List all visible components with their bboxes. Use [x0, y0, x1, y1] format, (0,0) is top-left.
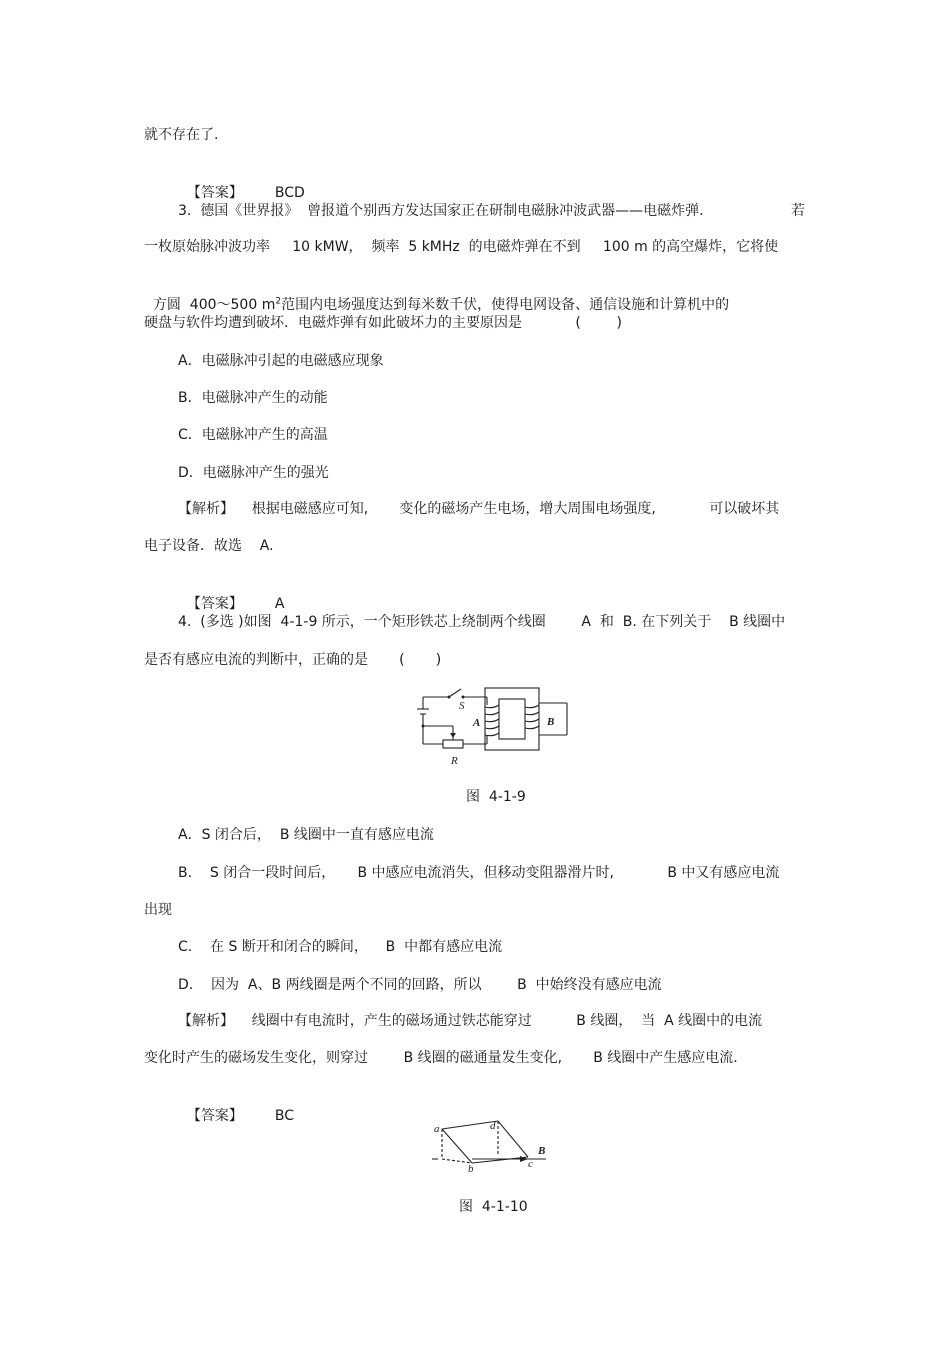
label-R: R — [451, 755, 458, 767]
answer-line — [178, 574, 284, 614]
question-3-line-2: 一枚原始脉冲波功率 10 kMW， 频率 5 kMHz 的电磁炸弹在不到 100 m 的高空爆炸，它将使 — [144, 239, 779, 255]
figure-caption: 图 4-1-9 — [466, 789, 526, 805]
question-3-line-1-end: 若 — [791, 203, 805, 219]
question-3-line-3 — [144, 275, 729, 315]
explanation-line-2: 电子设备．故选 A. — [144, 538, 274, 554]
answer-line — [178, 163, 305, 203]
option-b: B．电磁脉冲产生的动能 — [178, 390, 328, 406]
option-d: D．电磁脉冲产生的强光 — [178, 465, 329, 481]
q4-option-b-line-2: 出现 — [144, 902, 172, 918]
q4-option-c: C. 在 S 断开和闭合的瞬间， B 中都有感应电流 — [178, 939, 503, 955]
question-3-line-1: 3. 德国《世界报》 曾报道个别西方发达国家正在研制电磁脉冲波武器——电磁炸弹. — [178, 203, 704, 219]
question-3-text: 范围内电场强度达到每米数千伏，使得电网设备、通信设施和计算机中的 — [281, 297, 730, 313]
answer-value: A — [274, 596, 285, 612]
question-4-line-1: 4. (多选 )如图 4-1-9 所示，一个矩形铁芯上绕制两个线圈 A 和 B. 在下列关于 B 线圈中 — [178, 614, 786, 630]
circuit-diagram — [415, 683, 575, 769]
label-b: b — [468, 1163, 474, 1172]
label-B: B — [538, 1145, 546, 1157]
figure-caption: 图 4-1-10 — [459, 1199, 528, 1215]
explanation-line-1: 【解析】 根据电磁感应可知, 变化的磁场产生电场，增大周围电场强度, 可以破坏其 — [178, 501, 780, 517]
question-4-line-2: 是否有感应电流的判断中，正确的是 ( ) — [144, 652, 442, 668]
q4-explanation-line-2: 变化时产生的磁场发生变化，则穿过 B 线圈的磁通量发生变化, B 线圈中产生感应电流. — [144, 1050, 738, 1066]
q4-option-b-line-1: B. S 闭合一段时间后， B 中感应电流消失，但移动变阻器滑片时, B 中又有感应电流 — [178, 865, 780, 881]
label-A: A — [473, 717, 481, 729]
area-exponent: 2 — [275, 296, 282, 307]
label-d: d — [490, 1120, 496, 1132]
option-c: C．电磁脉冲产生的高温 — [178, 427, 328, 443]
label-c: c — [528, 1158, 533, 1170]
label-a: a — [434, 1123, 440, 1135]
answer-value: BCD — [274, 185, 305, 201]
q4-option-a: A．S 闭合后， B 线圈中一直有感应电流 — [178, 827, 434, 843]
answer-label: 【答案】 — [186, 185, 243, 201]
option-a: A．电磁脉冲引起的电磁感应现象 — [178, 353, 384, 369]
answer-label: 【答案】 — [186, 596, 243, 612]
q4-option-d: D. 因为 A、B 两线圈是两个不同的回路，所以 B 中始终没有感应电流 — [178, 977, 662, 993]
label-B: B — [547, 716, 555, 728]
label-S: S — [459, 700, 465, 712]
answer-label: 【答案】 — [186, 1108, 243, 1124]
area-range: 方圆 400～500 m — [152, 297, 276, 313]
text-line: 就不存在了. — [144, 127, 219, 143]
answer-line — [178, 1086, 294, 1126]
coil-diagram — [428, 1117, 553, 1172]
question-3-line-4: 硬盘与软件均遭到破坏．电磁炸弹有如此破坏力的主要原因是 ( ) — [144, 315, 622, 331]
answer-value: BC — [274, 1108, 295, 1124]
q4-explanation-line-1: 【解析】 线圈中有电流时，产生的磁场通过铁芯能穿过 B 线圈， 当 A 线圈中的电流 — [178, 1013, 763, 1029]
